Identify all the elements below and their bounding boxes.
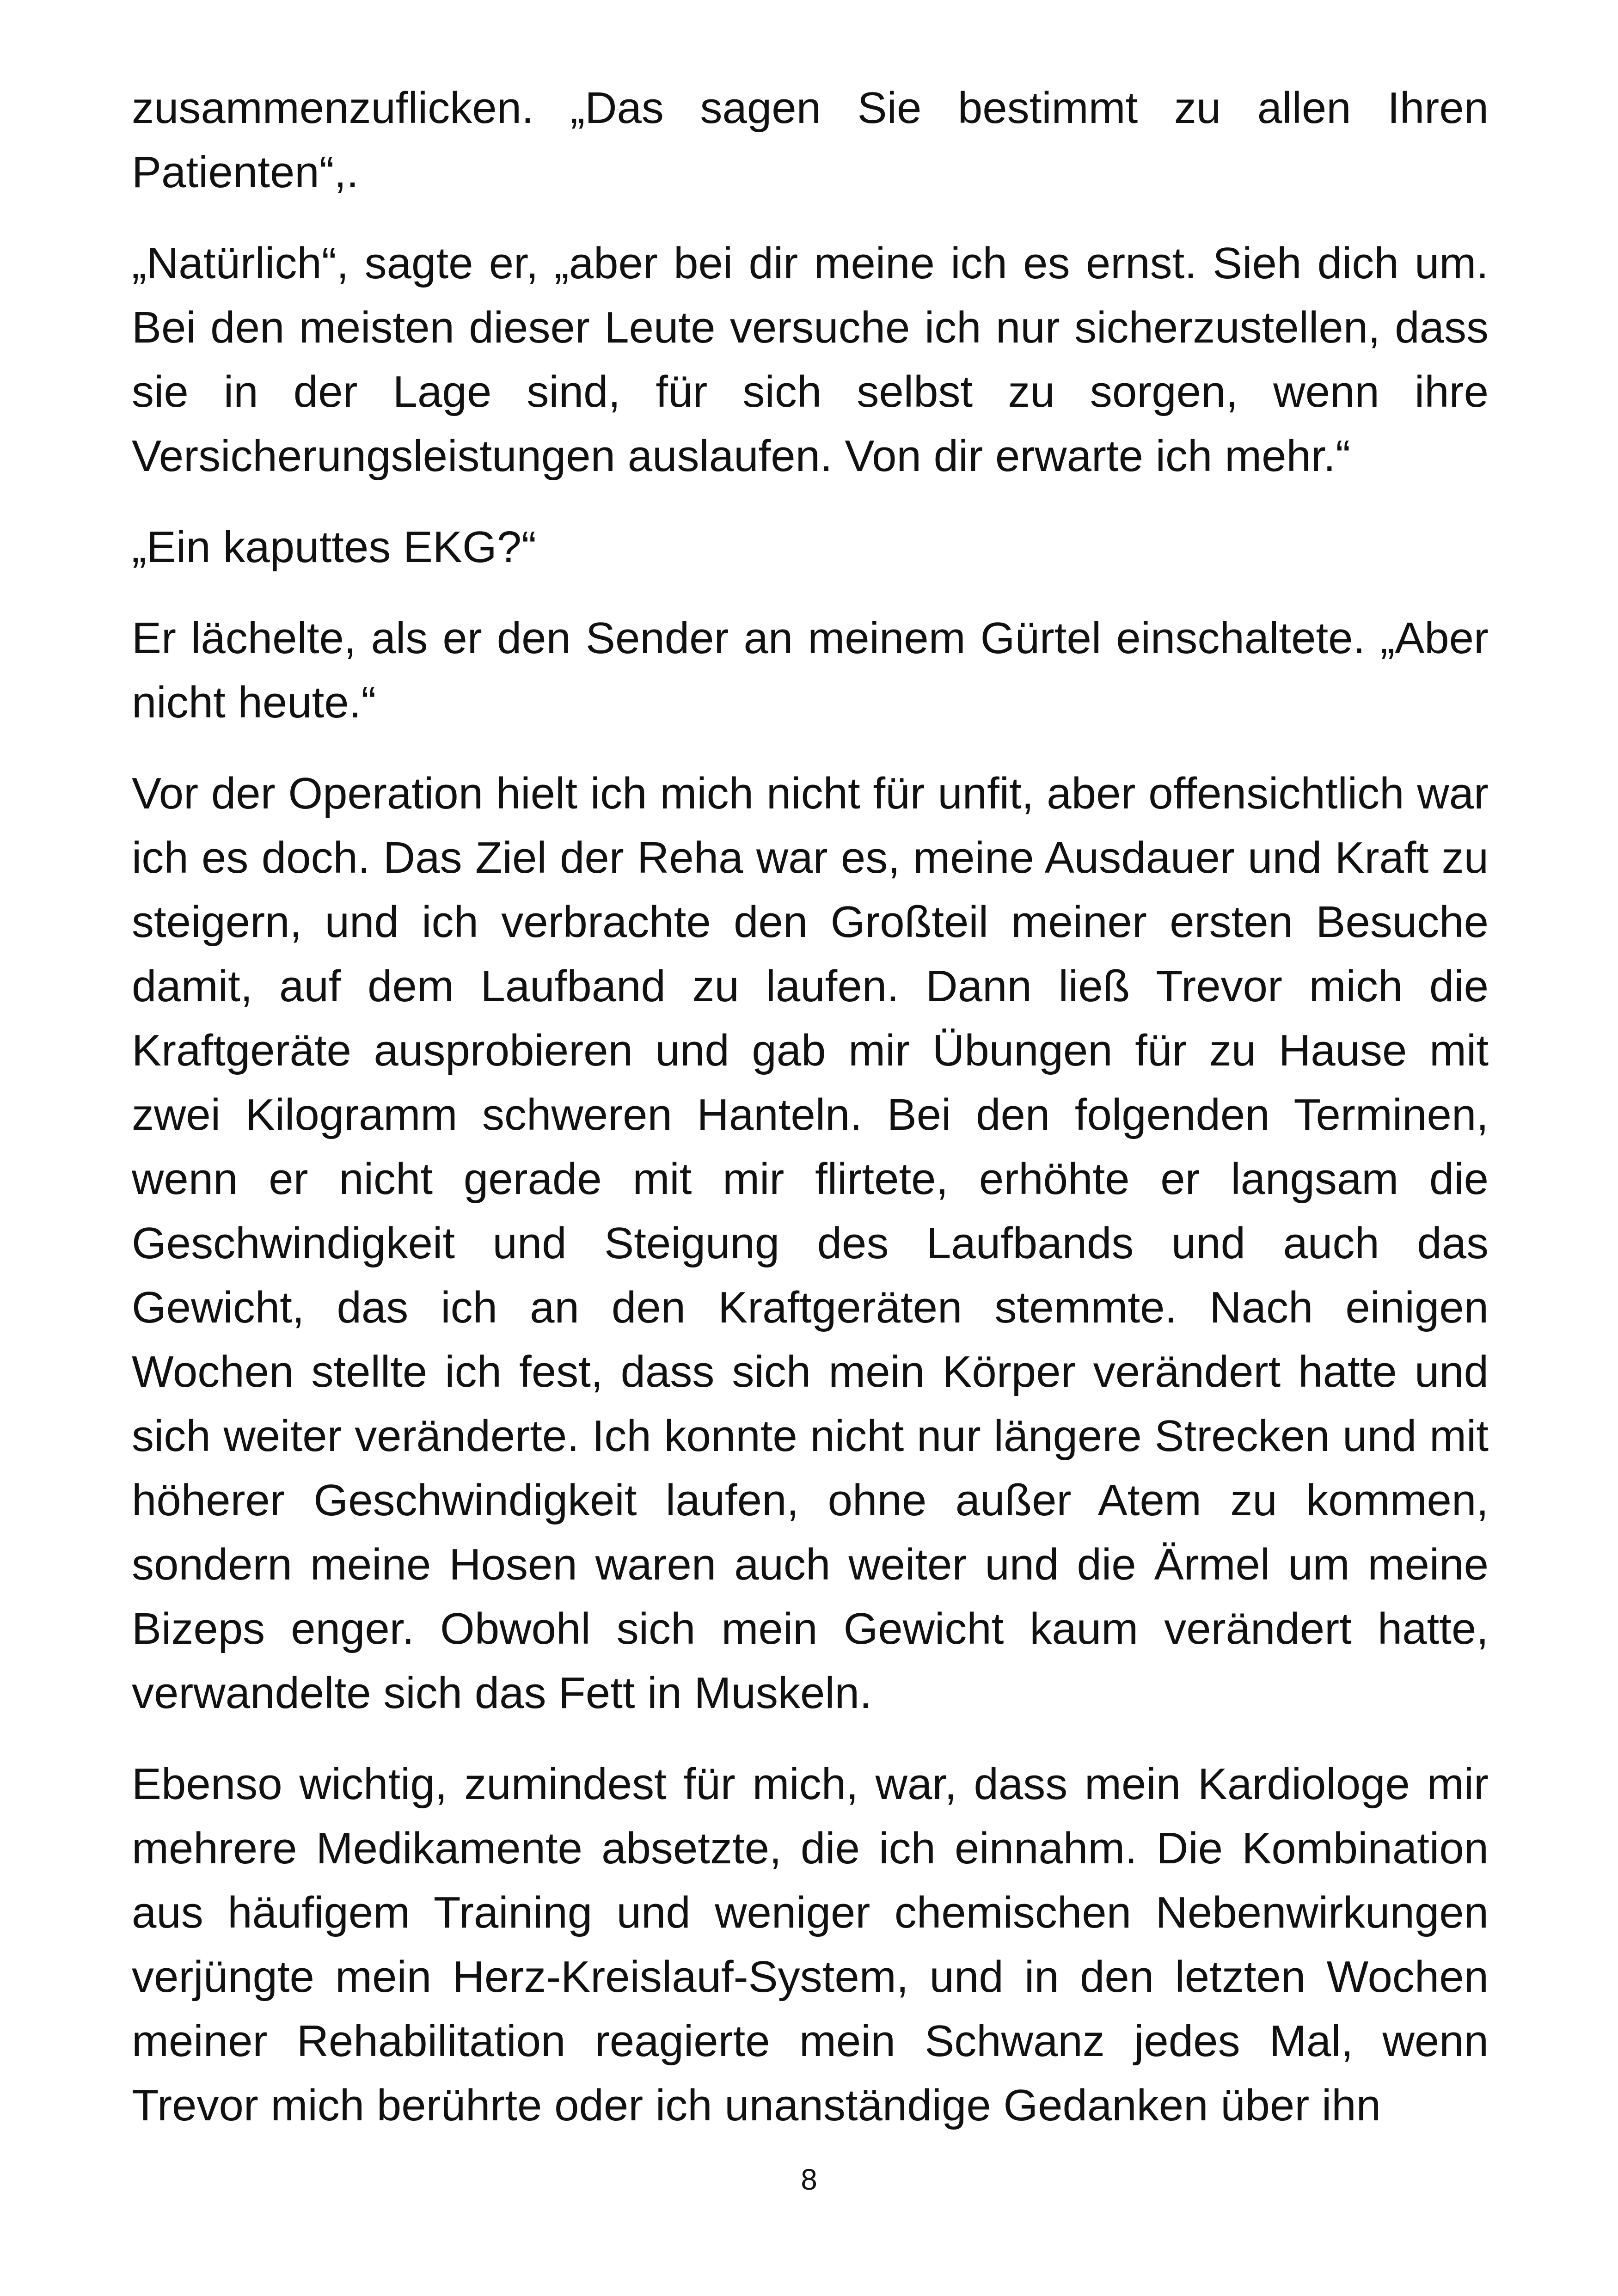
paragraph-5: Vor der Operation hielt ich mich nicht für unfit, aber offensichtlich war ich es doch. Das Ziel der Reha war es, meine Ausdauer und Kraft zu steigern, und ich verbrachte den Großteil meiner ersten Besuche damit, auf dem Laufband zu laufen. Dann ließ Trevor mich die Kraftgeräte ausprobieren und gab mir Übungen für zu Hause mit zwei Kilogramm schweren Hanteln. Bei den folgenden Terminen, wenn er nicht gerade mit mir flirtete, erhöhte er langsam die Geschwindigkeit und Steigung des Laufbands und auch das Gewicht, das ich an den Kraftgeräten stemmte. Nach einigen Wochen stellte ich fest, dass sich mein Körper verändert hatte und sich weiter veränderte. Ich konnte nicht nur längere Strecken und mit höherer Geschwindigkeit laufen, ohne außer Atem zu kommen, sondern meine Hosen waren auch weiter und die Ärmel um meine Bizeps enger. Obwohl sich mein Gewicht kaum verändert hatte, verwandelte sich das Fett in Muskeln. <box>132 769 1489 1718</box>
paragraph-2: „Natürlich“, sagte er, „aber bei dir meine ich es ernst. Sieh dich um. Bei den meisten dieser Leute versuche ich nur sicherzustellen, dass sie in der Lage sind, für sich selbst zu sorgen, wenn ihre Versicherungsleistungen auslaufen. Von dir erwarte ich mehr.“ <box>132 239 1489 481</box>
paragraph-1: zusammenzuflicken. „Das sagen Sie bestimmt zu allen Ihren Patienten“,. <box>132 83 1489 197</box>
paragraph-4: Er lächelte, als er den Sender an meinem Gürtel einschaltete. „Aber nicht heute.“ <box>132 613 1489 727</box>
paragraph-6: Ebenso wichtig, zumindest für mich, war, dass mein Kardiologe mir mehrere Medikamente absetzte, die ich einnahm. Die Kombination aus häufigem Training und weniger chemischen Nebenwirkungen verjüngte mein Herz-Kreislauf-System, und in den letzten Wochen meiner Rehabilitation reagierte mein Schwanz jedes Mal, wenn Trevor mich berührte oder ich unanständige Gedanken über ihn <box>132 1759 1489 2130</box>
body-text <box>132 76 1489 2164</box>
paragraph-3: „Ein kaputtes EKG?“ <box>132 522 537 572</box>
page-number: 8 <box>801 2163 817 2196</box>
